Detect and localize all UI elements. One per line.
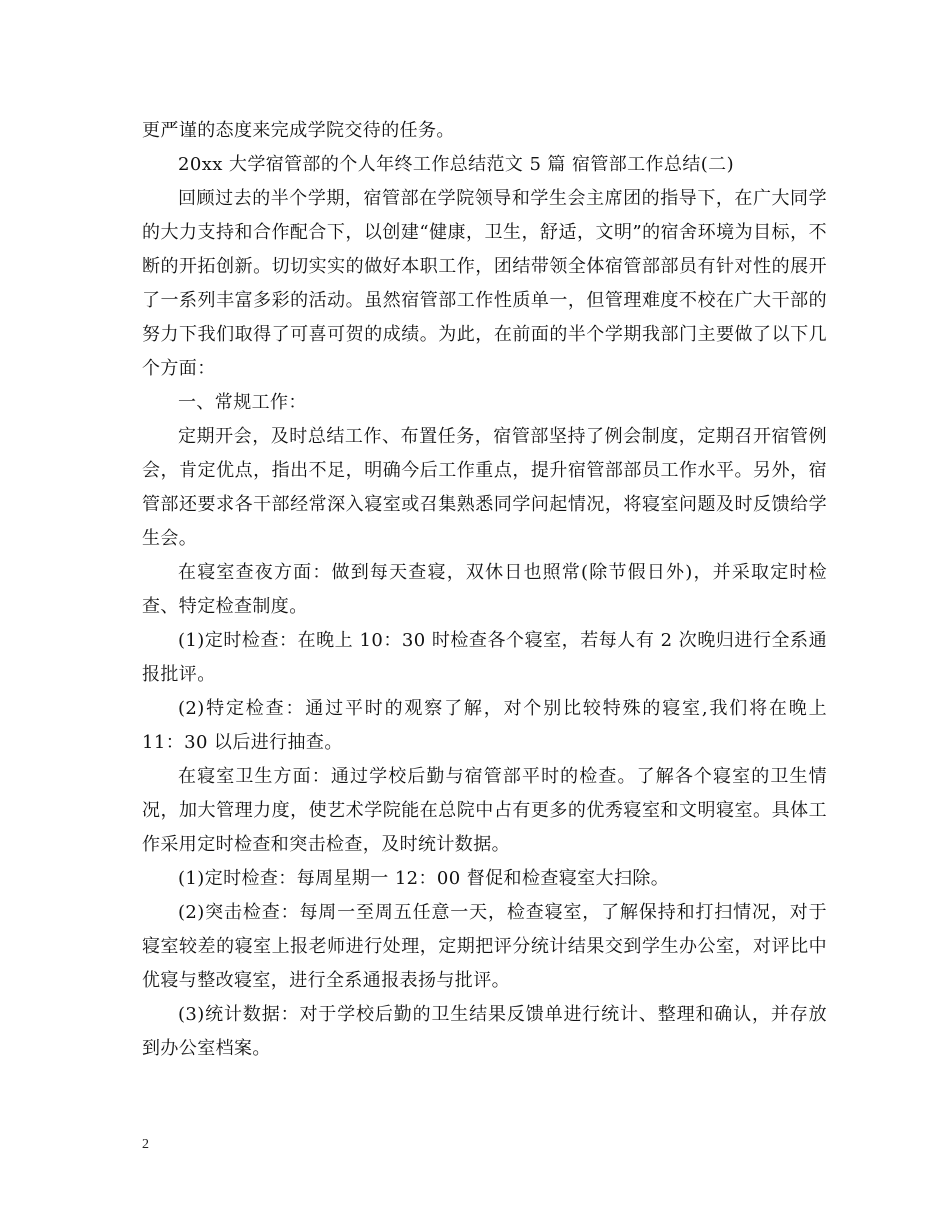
page-number: 2 (142, 1137, 149, 1152)
paragraph-timed-check: (1)定时检查：在晚上 10：30 时检查各个寝室，若每人有 2 次晚归进行全系通报批评。 (142, 630, 827, 685)
paragraph-night-check: 在寝室查夜方面：做到每天查寝，双休日也照常(除节假日外)，并采取定时检查、特定检查制度。 (142, 562, 827, 617)
paragraph-statistics: (3)统计数据：对于学校后勤的卫生结果反馈单进行统计、整理和确认，并存放到办公室档案。 (142, 1004, 827, 1059)
paragraph-special-check: (2)特定检查：通过平时的观察了解，对个别比较特殊的寝室,我们将在晚上 11：30 以后进行抽查。 (142, 698, 827, 753)
paragraph-review: 回顾过去的半个学期，宿管部在学院领导和学生会主席团的指导下，在广大同学的大力支持和合作配合下，以创建“健康，卫生，舒适，文明”的宿舍环境为目标，不断的开拓创新。切切实实的做好本职工作，团结带领全体宿管部部员有针对性的展开了一系列丰富多彩的活动。虽然宿管部工作性质单一，但管理难度不校在广大干部的努力下我们取得了可喜可贺的成绩。为此，在前面的半个学期我部门主要做了以下几个方面： (142, 188, 827, 379)
paragraph-meetings: 定期开会，及时总结工作、布置任务，宿管部坚持了例会制度，定期召开宿管例会，肯定优点，指出不足，明确今后工作重点，提升宿管部部员工作水平。另外，宿管部还要求各干部经常深入寝室或召集熟悉同学问起情况，将寝室问题及时反馈给学生会。 (142, 426, 827, 549)
paragraph-section-title: 20xx 大学宿管部的个人年终工作总结范文 5 篇 宿管部工作总结(二) (178, 154, 734, 175)
paragraph-hygiene: 在寝室卫生方面：通过学校后勤与宿管部平时的检查。了解各个寝室的卫生情况，加大管理力度，使艺术学院能在总院中占有更多的优秀寝室和文明寝室。具体工作采用定时检查和突击检查，及时统计数据。 (142, 766, 827, 855)
paragraph-weekly-check: (1)定时检查：每周星期一 12：00 督促和检查寝室大扫除。 (178, 868, 670, 889)
paragraph-continuation: 更严谨的态度来完成学院交待的任务。 (142, 120, 455, 141)
paragraph-heading-routine-work: 一、常规工作： (178, 392, 307, 413)
paragraph-surprise-check: (2)突击检查：每周一至周五任意一天，检查寝室，了解保持和打扫情况，对于寝室较差的寝室上报老师进行处理，定期把评分统计结果交到学生办公室，对评比中优寝与整改寝室，进行全系通报表扬与批评。 (142, 902, 827, 991)
document-body (142, 114, 827, 1066)
